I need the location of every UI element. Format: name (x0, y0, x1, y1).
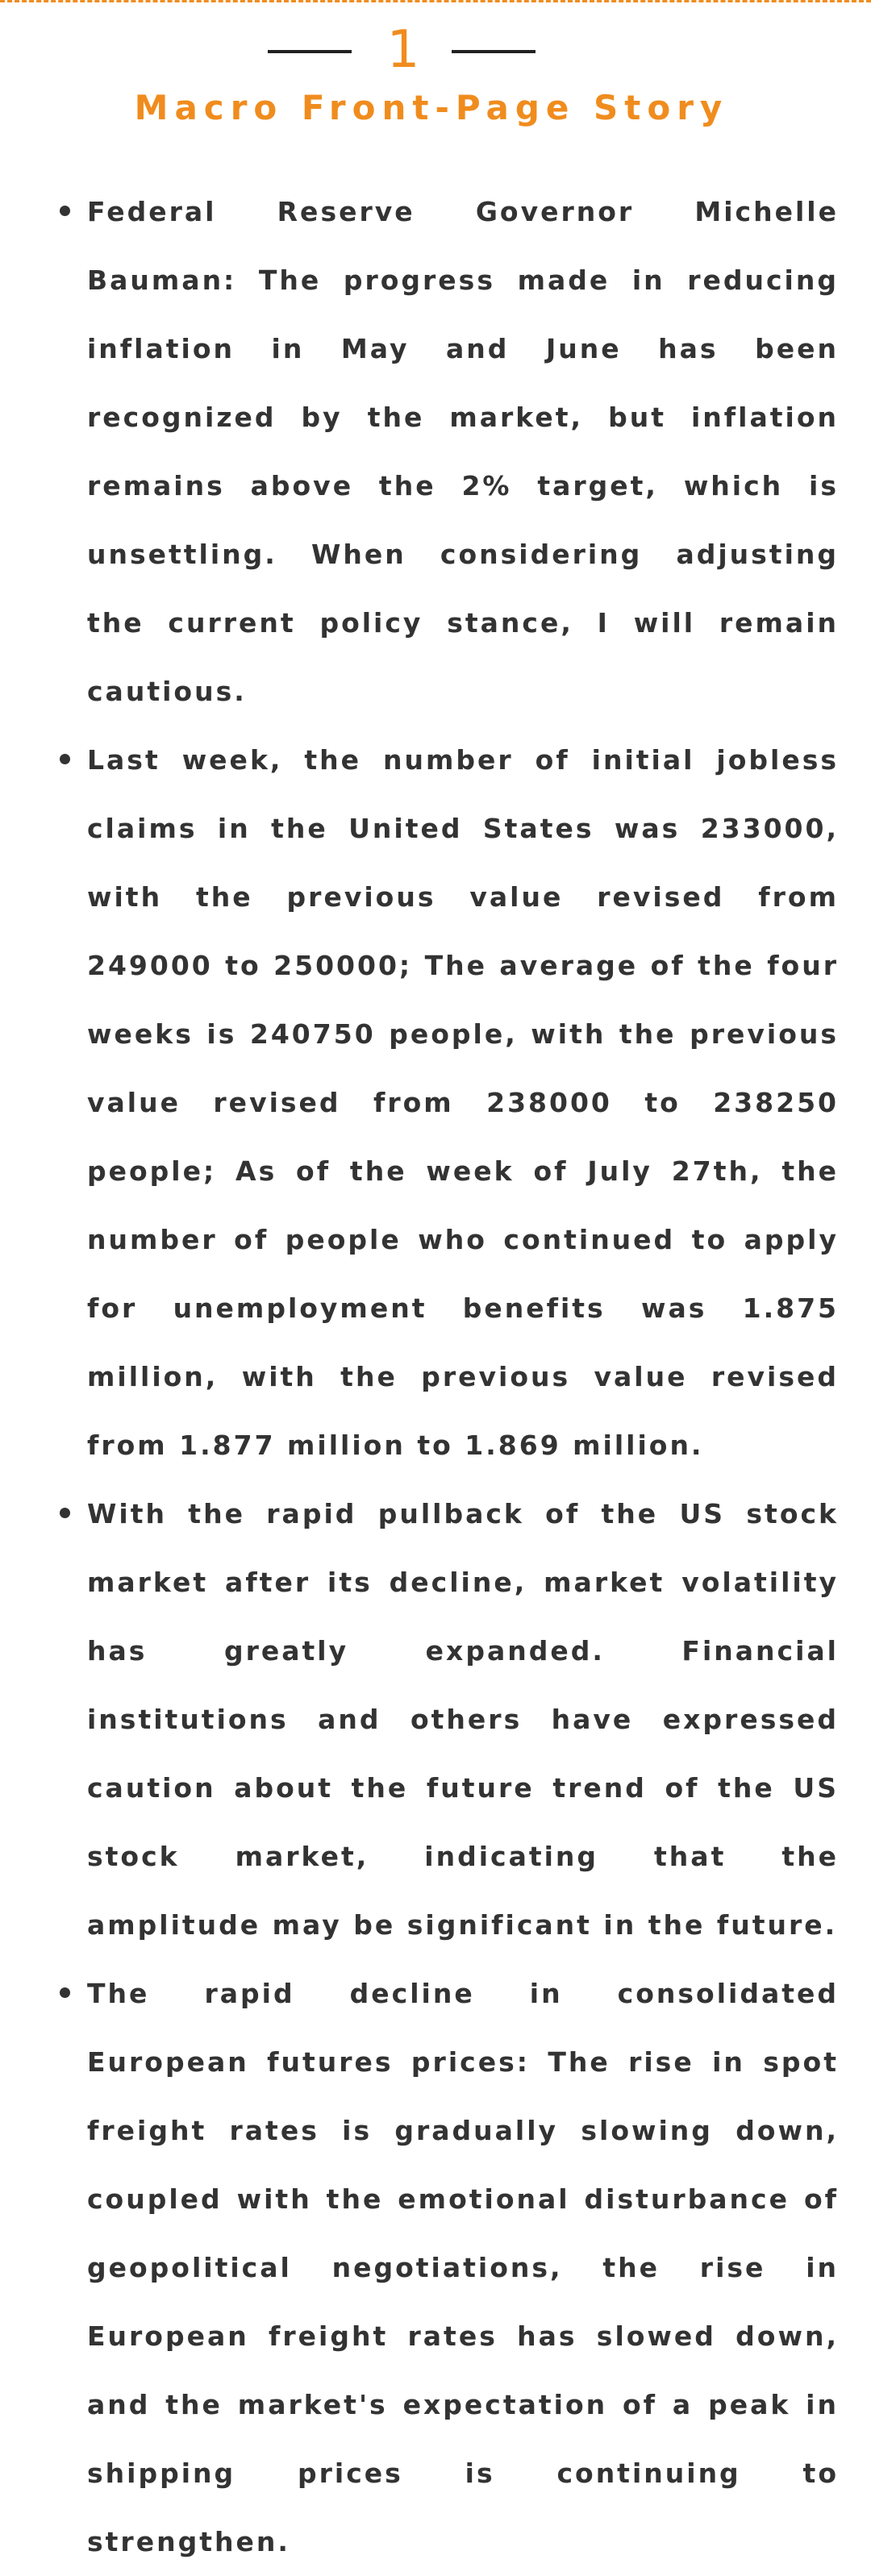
section-number-row (0, 18, 871, 82)
news-item-text: With the rapid pullback of the US stock market after its decline, market volatility has greatly expanded. Financial institutions and others have expressed caution about the future trend of the US stock market, indicating that the amplitude may be significant in the future. (87, 1498, 839, 1941)
news-item (87, 1959, 839, 2576)
news-item-text: Federal Reserve Governor Michelle Bauman: The progress made in reducing inflation in May and June has been recognized by the market, but inflation remains above the 2% target, which is unsettling. When considering adjusting the current policy stance, I will remain cautious. (87, 196, 839, 707)
bullet-dot-icon (60, 1987, 70, 1998)
news-item (87, 1479, 839, 1959)
left-rule-line (268, 50, 352, 53)
news-item (87, 726, 839, 1479)
bullet-dot-icon (60, 1508, 70, 1518)
section-number: 1 (386, 20, 420, 80)
bullet-dot-icon (60, 206, 70, 216)
news-list (0, 177, 871, 2576)
news-item-text: The rapid decline in consolidated European futures prices: The rise in spot freight rates is gradually slowing down, coupled with the emotional disturbance of geopolitical negotiations, the rise in European freight rates has slowed down, and the market's expectation of a peak in shipping prices is continuing to strengthen. (87, 1978, 839, 2557)
section-title: Macro Front-Page Story (134, 88, 729, 127)
bullet-dot-icon (60, 754, 70, 764)
news-item-text: Last week, the number of initial jobless claims in the United States was 233000, with the previous value revised from 249000 to 250000; The average of the four weeks is 240750 people, with the previous value revised from 238000 to 238250 people; As of the week of July 27th, the number of people who continued to apply for unemployment benefits was 1.875 million, with the previous value revised from 1.877 million to 1.869 million. (87, 744, 839, 1461)
right-rule-line (452, 50, 536, 53)
section-header (0, 18, 871, 139)
top-dashed-border (0, 0, 871, 2)
news-item (87, 177, 839, 726)
